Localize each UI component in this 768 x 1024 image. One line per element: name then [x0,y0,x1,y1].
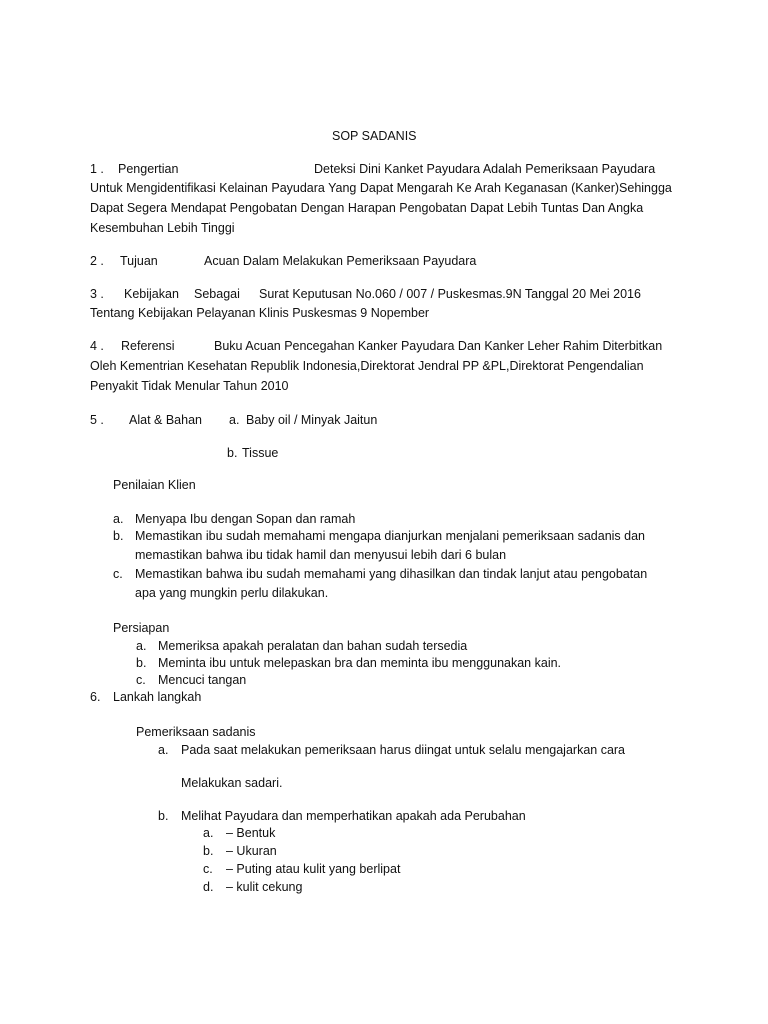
list-item-text: Mencuci tangan [158,673,247,687]
section-6-number: 6. [90,690,101,704]
section-3-text-line: Surat Keputusan No.060 / 007 / Puskesmas.9N Tanggal 20 Mei 2016 [259,287,641,301]
section-4-number: 4 . [90,339,104,353]
section-1-text-line: Kesembuhan Lebih Tinggi [90,221,235,235]
section-5-label: Alat & Bahan [129,413,202,427]
list-item-text: Menyapa Ibu dengan Sopan dan ramah [135,512,356,526]
list-item-text: memastikan bahwa ibu tidak hamil dan menyusui lebih dari 6 bulan [135,548,507,562]
section-1-text-line: Deteksi Dini Kanket Payudara Adalah Pemeriksaan Payudara [314,162,656,176]
list-marker: a. [136,639,147,653]
list-item-text: apa yang mungkin perlu dilakukan. [135,586,329,600]
section-1-text-line: Untuk Mengidentifikasi Kelainan Payudara Yang Dapat Mengarah Ke Arah Keganasan (Kanker)Sehingga [90,181,672,195]
list-marker: b. [158,809,169,823]
list-item-text: – Puting atau kulit yang berlipat [226,862,401,876]
list-item-text: Tissue [242,446,279,460]
list-marker: b. [203,844,214,858]
list-item-text: – kulit cekung [226,880,303,894]
list-marker: d. [203,880,214,894]
section-5-number: 5 . [90,413,104,427]
section-4-text-line: Oleh Kementrian Kesehatan Republik Indonesia,Direktorat Jendral PP &PL,Direktorat Pengendalian [90,359,644,373]
list-item-continuation: Melakukan sadari. [181,776,283,790]
list-item-text: Baby oil / Minyak Jaitun [246,413,378,427]
section-4-text-line: Penyakit Tidak Menular Tahun 2010 [90,379,289,393]
langkah-subheading: Pemeriksaan sadanis [136,725,256,739]
list-marker: b. [136,656,147,670]
section-2-text: Acuan Dalam Melakukan Pemeriksaan Payudara [204,254,477,268]
list-item-text: – Ukuran [226,844,277,858]
list-marker: b. [113,529,124,543]
list-marker: c. [136,673,146,687]
section-4-label: Referensi [121,339,175,353]
section-3-label: Kebijakan [124,287,179,301]
list-item-text: Memastikan ibu sudah memahami mengapa dianjurkan menjalani pemeriksaan sadanis dan [135,529,646,543]
list-marker: a. [229,413,240,427]
list-marker: c. [203,862,213,876]
persiapan-heading: Persiapan [113,621,170,635]
section-3-text-line: Tentang Kebijakan Pelayanan Klinis Puskesmas 9 Nopember [90,306,430,320]
list-marker: b. [227,446,238,460]
section-4-text-line: Buku Acuan Pencegahan Kanker Payudara Dan Kanker Leher Rahim Diterbitkan [214,339,663,353]
list-marker: a. [203,826,214,840]
list-marker: c. [113,567,123,581]
section-1-number: 1 . [90,162,104,176]
section-1-text-line: Dapat Segera Mendapat Pengobatan Dengan Harapan Pengobatan Dapat Lebih Tuntas Dan Angka [90,201,644,215]
list-item-text: Melihat Payudara dan memperhatikan apakah ada Perubahan [181,809,526,823]
section-2-number: 2 . [90,254,104,268]
section-1-label: Pengertian [118,162,179,176]
list-item-text: – Bentuk [226,826,276,840]
list-marker: a. [158,743,169,757]
list-marker: a. [113,512,124,526]
section-3-label-2: Sebagai [194,287,240,301]
list-item-text: Memastikan bahwa ibu sudah memahami yang dihasilkan dan tindak lanjut atau pengobatan [135,567,648,581]
penilaian-heading: Penilaian Klien [113,478,196,492]
list-item-text: Memeriksa apakah peralatan dan bahan sudah tersedia [158,639,468,653]
section-6-label: Lankah langkah [113,690,202,704]
document-title: SOP SADANIS [332,129,417,143]
list-item-text: Pada saat melakukan pemeriksaan harus diingat untuk selalu mengajarkan cara [181,743,626,757]
section-3-number: 3 . [90,287,104,301]
list-item-text: Meminta ibu untuk melepaskan bra dan meminta ibu menggunakan kain. [158,656,562,670]
section-2-label: Tujuan [120,254,158,268]
